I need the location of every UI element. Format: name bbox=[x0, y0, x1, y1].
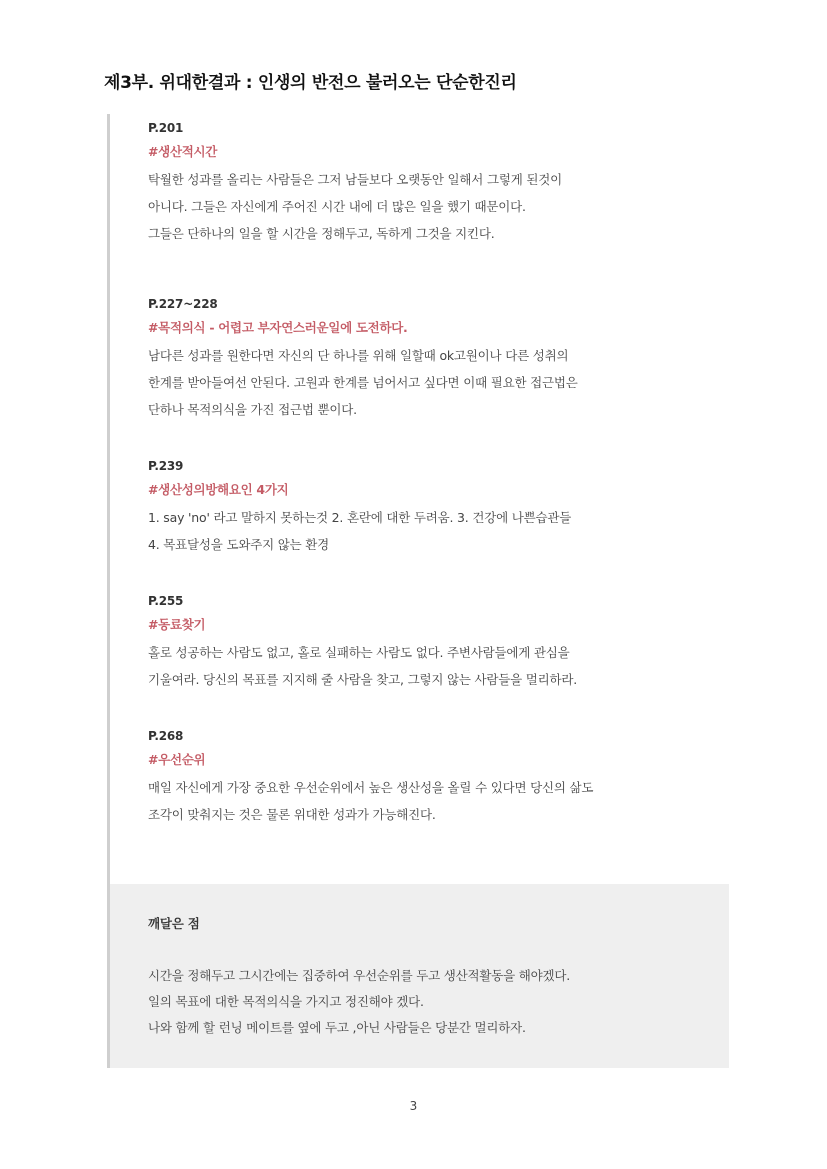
section-body bbox=[148, 639, 748, 693]
page-number: 3 bbox=[409, 1099, 418, 1113]
section-p227-228 bbox=[148, 294, 748, 423]
page-reference: P.239 bbox=[148, 459, 184, 473]
body-line: 4. 목표달성을 도와주지 않는 환경 bbox=[148, 537, 329, 552]
body-line: 아니다. 그들은 자신에게 주어진 시간 내에 더 많은 일을 했기 때문이다. bbox=[148, 199, 526, 214]
section-tag: #우선순위 bbox=[148, 752, 206, 767]
body-line: 매일 자신에게 가장 중요한 우선순위에서 높은 생산성을 올릴 수 있다면 당신의 삶도 bbox=[148, 780, 594, 795]
section-body bbox=[148, 342, 748, 423]
page-title: 제3부. 위대한결과 : 인생의 반전으 불러오는 단순한진리 bbox=[104, 73, 517, 93]
insight-line: 일의 목표에 대한 목적의식을 가지고 정진해야 겠다. bbox=[148, 994, 424, 1009]
section-body bbox=[148, 774, 748, 828]
insight-box bbox=[110, 884, 729, 1068]
body-line: 기울여라. 당신의 목표를 지지해 줄 사람을 찾고, 그렇지 않는 사람들을 멀리하라. bbox=[148, 672, 578, 687]
section-p255 bbox=[148, 591, 748, 693]
body-line: 한계를 받아들여선 안된다. 고원과 한계를 넘어서고 싶다면 이때 필요한 접근법은 bbox=[148, 375, 578, 390]
insight-title: 깨달은 점 bbox=[148, 916, 200, 931]
page-reference: P.201 bbox=[148, 121, 184, 135]
section-tag: #목적의식 - 어렵고 부자연스러운일에 도전하다. bbox=[148, 320, 408, 335]
body-line: 탁월한 성과를 올리는 사람들은 그저 남들보다 오랫동안 일해서 그렇게 된것이 bbox=[148, 172, 562, 187]
section-p239 bbox=[148, 456, 748, 558]
body-line: 남다른 성과를 원한다면 자신의 단 하나를 위해 일할때 ok고원이나 다른 성취의 bbox=[148, 348, 569, 363]
section-p201 bbox=[148, 118, 748, 247]
page-reference: P.255 bbox=[148, 594, 184, 608]
body-line: 조각이 맞춰지는 것은 물론 위대한 성과가 가능해진다. bbox=[148, 807, 436, 822]
section-tag: #동료찾기 bbox=[148, 617, 206, 632]
body-line: 홀로 성공하는 사람도 없고, 홀로 실패하는 사람도 없다. 주변사람들에게 관심을 bbox=[148, 645, 570, 660]
body-line: 1. say 'no' 라고 말하지 못하는것 2. 혼란에 대한 두려움. 3. 건강에 나쁜습관들 bbox=[148, 510, 572, 525]
insight-body bbox=[148, 963, 570, 1041]
section-body bbox=[148, 504, 748, 558]
insight-line: 시간을 정해두고 그시간에는 집중하여 우선순위를 두고 생산적활동을 해야겠다. bbox=[148, 968, 571, 983]
page-reference: P.268 bbox=[148, 729, 184, 743]
section-p268 bbox=[148, 726, 748, 828]
page-reference: P.227~228 bbox=[148, 297, 218, 311]
body-line: 단하나 목적의식을 가진 접근법 뿐이다. bbox=[148, 402, 357, 417]
section-body bbox=[148, 166, 748, 247]
section-tag: #생산적시간 bbox=[148, 144, 218, 159]
section-tag: #생산성의방해요인 4가지 bbox=[148, 482, 289, 497]
body-line: 그들은 단하나의 일을 할 시간을 정해두고, 독하게 그것을 지킨다. bbox=[148, 226, 495, 241]
insight-line: 나와 함께 할 런닝 메이트를 옆에 두고 ,아닌 사람들은 당분간 멀리하자. bbox=[148, 1020, 526, 1035]
